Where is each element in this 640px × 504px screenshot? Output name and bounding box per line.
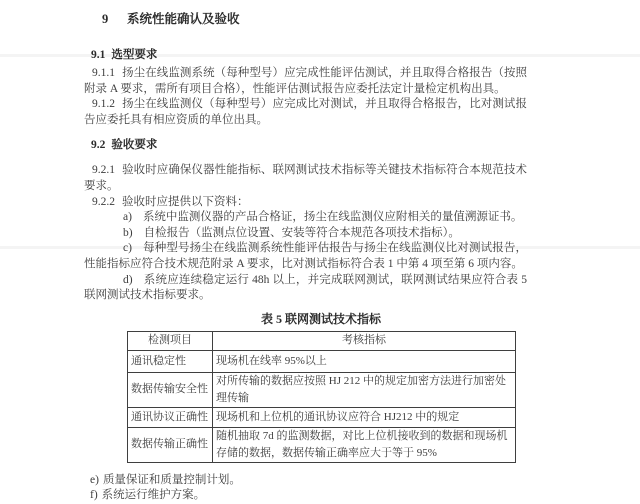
clause-number: 9.2.1 bbox=[92, 164, 115, 177]
clause-text: 验收时应提供以下资料： bbox=[122, 195, 249, 208]
clause-text: 扬尘在线监测系统（每种型号）应完成性能评估测试，并且取得合格报告（按照附录 A 要求，需所有项目合格），性能评估测试报告应委托法定计量检定机构出具。 bbox=[84, 67, 527, 95]
list-item-label: f) bbox=[90, 489, 98, 502]
table-row bbox=[128, 407, 516, 427]
clause-text: 验收时应确保仪器性能指标、联网测试技术指标等关键技术指标符合本规范技术要求。 bbox=[84, 164, 527, 192]
table-5-network-test-indicators bbox=[127, 331, 516, 463]
section-number: 9.2 bbox=[91, 139, 106, 152]
list-item-label: d) bbox=[123, 273, 133, 286]
cell-item: 数据传输正确性 bbox=[128, 427, 213, 462]
list-item-d bbox=[84, 273, 527, 304]
list-item-text: 系统运行维护方案。 bbox=[101, 489, 206, 502]
cell-item: 通讯稳定性 bbox=[128, 350, 213, 372]
clause-9-2-1 bbox=[84, 163, 527, 194]
clause-number: 9.2.2 bbox=[92, 195, 115, 208]
cell-indicator: 对所传输的数据应按照 HJ 212 中的规定加密方法进行加密处理传输 bbox=[213, 372, 516, 407]
table-header-row bbox=[128, 331, 516, 350]
table-row bbox=[128, 427, 516, 462]
list-item-label: c) bbox=[123, 242, 132, 255]
list-item-c bbox=[84, 241, 527, 272]
clause-text: 扬尘在线监测仪（每种型号）应完成比对测试，并且取得合格报告，比对测试报告应委托具有相应资质的单位出具。 bbox=[84, 98, 527, 126]
list-item-label: a) bbox=[123, 211, 132, 224]
chapter-number: 9 bbox=[102, 12, 109, 26]
section-number: 9.1 bbox=[91, 49, 106, 61]
clause-9-1-1 bbox=[84, 66, 527, 97]
chapter-heading bbox=[102, 12, 527, 26]
clause-9-1-2 bbox=[84, 97, 527, 128]
column-header-indicator: 考核指标 bbox=[213, 331, 516, 350]
list-item-a bbox=[84, 210, 527, 226]
list-item-e bbox=[90, 473, 527, 489]
cell-indicator: 现场机和上位机的通讯协议应符合 HJ212 中的规定 bbox=[213, 407, 516, 427]
list-item-text: 系统应连续稳定运行 48h 以上，并完成联网测试，联网测试结果应符合表 5 联网测试技术指标要求。 bbox=[84, 273, 527, 302]
list-item-b bbox=[84, 226, 527, 242]
list-item-text: 质量保证和质量控制计划。 bbox=[102, 473, 241, 486]
list-item-text: 系统中监测仪器的产品合格证，扬尘在线监测仪应附相关的量值溯源证书。 bbox=[142, 211, 523, 224]
cell-item: 数据传输安全性 bbox=[128, 372, 213, 407]
clause-9-2-2 bbox=[84, 195, 527, 211]
column-header-item: 检测项目 bbox=[128, 331, 213, 350]
table-row bbox=[128, 350, 516, 372]
list-item-label: b) bbox=[123, 226, 133, 239]
clause-number: 9.1.1 bbox=[92, 67, 115, 79]
chapter-title: 系统性能确认及验收 bbox=[127, 12, 240, 26]
table-row bbox=[128, 372, 516, 407]
cell-indicator: 现场机在线率 95%以上 bbox=[213, 350, 516, 372]
section-heading-9-1 bbox=[91, 48, 527, 62]
clause-number: 9.1.2 bbox=[92, 98, 115, 111]
list-item-f bbox=[90, 488, 527, 504]
cell-indicator: 随机抽取 7d 的监测数据，对比上位机接收到的数据和现场机存储的数据，数据传输正确率应大于等于 95% bbox=[213, 427, 516, 462]
list-item-text: 每种型号扬尘在线监测系统性能评估报告与扬尘在线监测仪比对测试报告，性能指标应符合技术规范附录 A 要求，比对测试指标符合表 1 中第 4 项至第 6 项内容。 bbox=[84, 242, 527, 270]
document-page bbox=[84, 12, 527, 504]
cell-item: 通讯协议正确性 bbox=[128, 407, 213, 427]
section-heading-9-2 bbox=[91, 138, 527, 152]
table-caption: 表 5 联网测试技术指标 bbox=[260, 311, 381, 326]
section-title: 选型要求 bbox=[111, 49, 158, 61]
list-item-text: 自检报告（监测点位设置、安装等符合本规范各项技术指标）。 bbox=[143, 226, 460, 239]
section-title: 验收要求 bbox=[111, 139, 158, 152]
list-item-label: e) bbox=[90, 473, 99, 486]
